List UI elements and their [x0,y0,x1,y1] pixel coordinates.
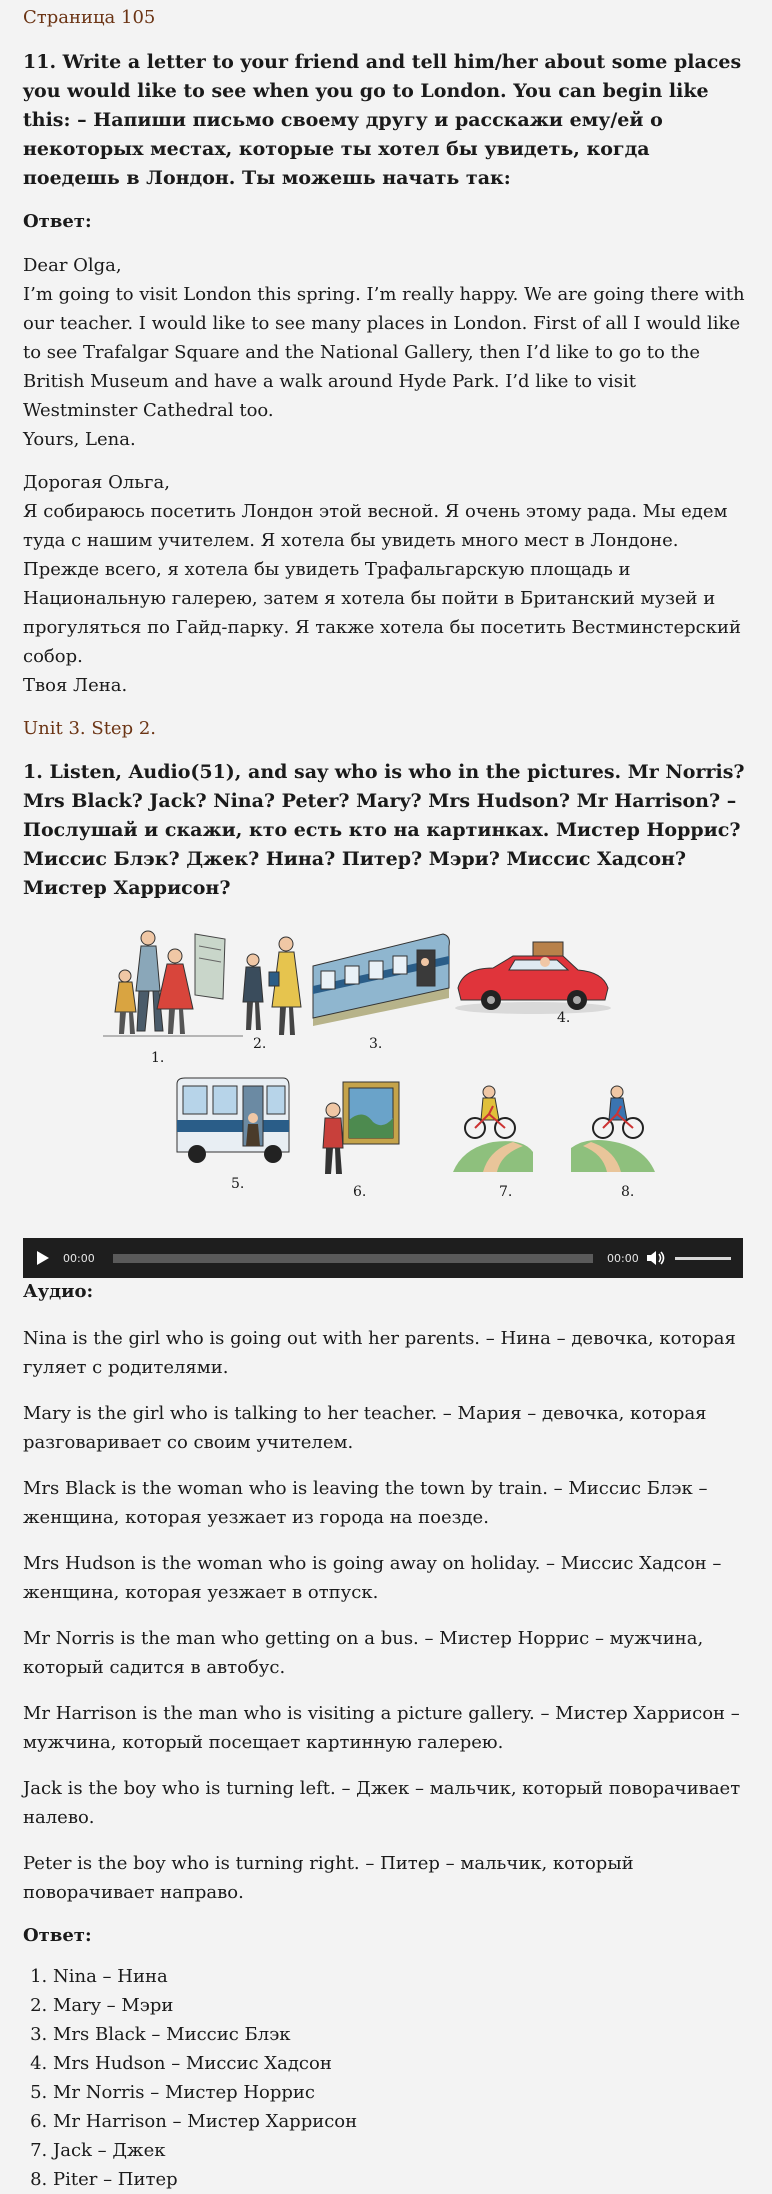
unit-title: Unit 3. Step 2. [23,718,157,739]
audio-sentence: Mrs Hudson is the woman who is going away on holiday. – Миссис Хадсон – женщина, которая уезжает в отпуск. [23,1553,722,1603]
picture-gallery [313,1080,403,1176]
illustrations [23,920,749,1220]
letter-signature: Yours, Lena. [23,429,136,450]
audio-player [23,1238,743,1278]
letter-russian [23,468,749,700]
picture-label: 1. [151,1050,165,1066]
list-item: 2. Mary – Мэри [53,1991,749,2020]
play-icon [36,1250,50,1266]
answer-label: Ответ: [23,211,92,232]
picture-label: 2. [253,1036,267,1052]
audio-sentence: Mrs Black is the woman who is leaving the town by train. – Миссис Блэк – женщина, которая уезжает из города на поезде. [23,1478,708,1528]
answer-label: Ответ: [23,1925,92,1946]
picture-label: 6. [353,1184,367,1200]
picture-bus [173,1076,293,1168]
audio-sentence: Mary is the girl who is talking to her teacher. – Мария – девочка, которая разговаривает со своим учителем. [23,1403,707,1453]
volume-icon [646,1250,666,1266]
letter-body: Я собираюсь посетить Лондон этой весной. Я очень этому рада. Мы едем туда с нашим учителем. Я хотела бы увидеть много мест в Лондоне. Прежде всего, я хотела бы увидеть Трафальгарскую площадь и Национальную галерею, затем я хотела бы пойти в Британский музей и прогуляться по Гайд-парку. Я также хотела бы посетить Вестминстерский собор. [23,501,741,667]
picture-label: 8. [621,1184,635,1200]
picture-train [311,926,451,1026]
volume-slider[interactable] [675,1257,731,1260]
audio-sentence: Peter is the boy who is turning right. – Питер – мальчик, который поворачивает направо. [23,1853,634,1903]
task-1-prompt: 1. Listen, Audio(51), and say who is who in the pictures. Mr Norris? Mrs Black? Jack? Nina? Peter? Mary? Mrs Hudson? Mr Harrison? – Послушай и скажи, кто есть кто на картинках. Мистер Норрис? Миссис Блэк? Джек? Нина? Питер? Мэри? Миссис Хадсон? Мистер Харрисон? [23,761,745,899]
list-item: 5. Mr Norris – Мистер Норрис [53,2078,749,2107]
audio-progress-bar[interactable] [113,1254,593,1263]
audio-sentence: Nina is the girl who is going out with her parents. – Нина – девочка, которая гуляет с родителями. [23,1328,736,1378]
mute-button[interactable] [643,1250,669,1266]
list-item: 7. Jack – Джек [53,2136,749,2165]
picture-girl-and-teacher [231,932,311,1042]
picture-label: 4. [557,1010,571,1026]
picture-boy-turning-right [571,1078,655,1174]
letter-body: I’m going to visit London this spring. I’m really happy. We are going there with our teacher. I would like to see many places in London. First of all I would like to see Trafalgar Square and the National Gallery, then I’d like to go to the British Museum and have a walk around Hyde Park. I’d like to visit Westminster Cathedral too. [23,284,745,421]
letter-signature: Твоя Лена. [23,675,128,696]
picture-label: 5. [231,1176,245,1192]
audio-label: Аудио: [23,1281,94,1302]
picture-label: 3. [369,1036,383,1052]
picture-family [103,924,243,1044]
letter-english [23,251,749,454]
letter-greeting: Дорогая Ольга, [23,472,170,493]
list-item: 4. Mrs Hudson – Миссис Хадсон [53,2049,749,2078]
audio-sentence: Jack is the boy who is turning left. – Джек – мальчик, который поворачивает налево. [23,1778,741,1828]
duration: 00:00 [607,1251,639,1265]
list-item: 3. Mrs Black – Миссис Блэк [53,2020,749,2049]
audio-sentence: Mr Norris is the man who getting on a bus. – Мистер Норрис – мужчина, который садится в автобус. [23,1628,704,1678]
current-time: 00:00 [63,1251,95,1265]
page-number-title: Страница 105 [23,7,156,28]
task-11-prompt: 11. Write a letter to your friend and tell him/her about some places you would like to see when you go to London. You can begin like this: – Напиши письмо своему другу и расскажи ему/ей о некоторых местах, которые ты хотел бы увидеть, когда поедешь в Лондон. Ты можешь начать так: [23,51,742,189]
picture-boy-turning-left [453,1078,533,1174]
picture-label: 7. [499,1184,513,1200]
list-item: 8. Piter – Питер [53,2165,749,2194]
audio-sentence: Mr Harrison is the man who is visiting a picture gallery. – Мистер Харрисон – мужчина, который посещает картинную галерею. [23,1703,740,1753]
letter-greeting: Dear Olga, [23,255,122,276]
list-item: 6. Mr Harrison – Мистер Харрисон [53,2107,749,2136]
picture-car [453,938,613,1018]
list-item: 1. Nina – Нина [53,1962,749,1991]
play-button[interactable] [23,1238,63,1278]
answer-list [23,1962,749,2194]
